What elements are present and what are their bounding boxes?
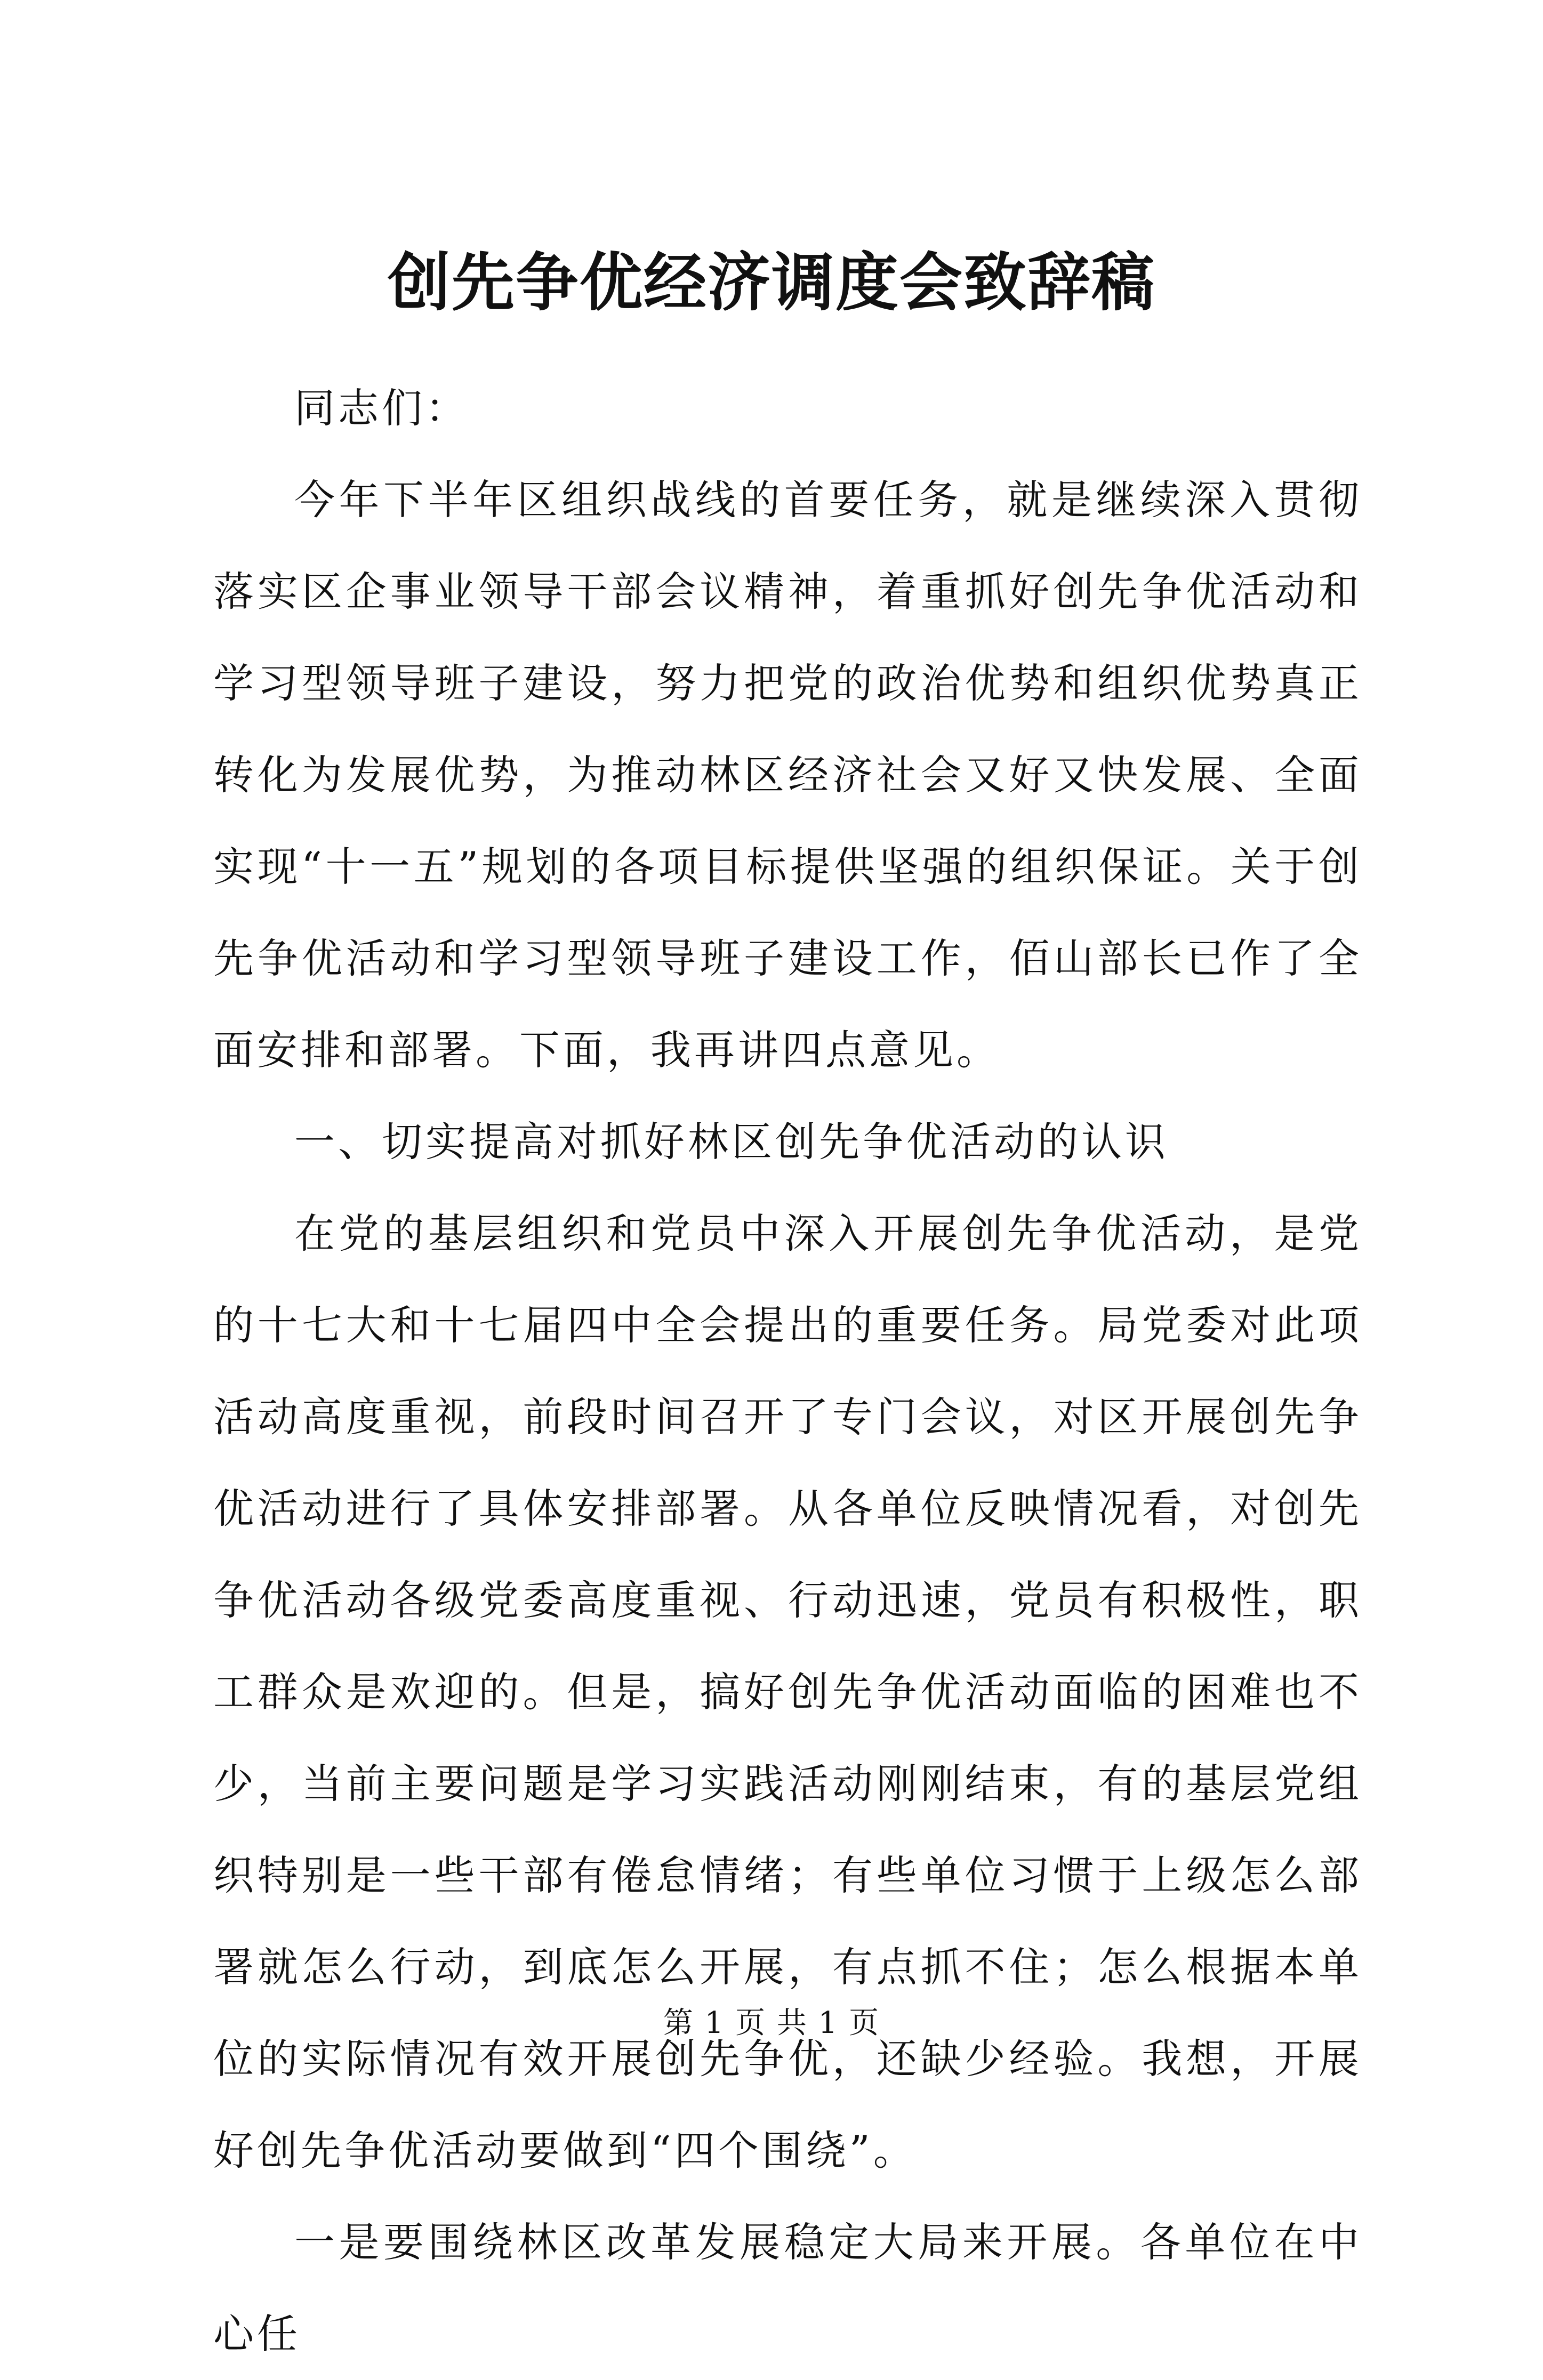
page-footer: 第 1 页 共 1 页 <box>663 2006 880 2040</box>
body-paragraph-intro: 今年下半年区组织战线的首要任务，就是继续深入贯彻落实区企事业领导干部会议精神，着重抓好创先争优活动和学习型领导班子建设，努力把党的政治优势和组织优势真正转化为发展优势，为推动林区经济社会又好又快发展、全面实现“十一五”规划的各项目标提供坚强的组织保证。关于创先争优活动和学习型领导班子建设工作，佰山部长已作了全面安排和部署。下面，我再讲四点意见。 <box>213 476 1362 1074</box>
body-paragraph-point-1: 一是要围绕林区改革发展稳定大局来开展。各单位在中心任 <box>213 2218 1362 2358</box>
body-paragraph-section-1: 在党的基层组织和党员中深入开展创先争优活动，是党的十七大和十七届四中全会提出的重要任务。局党委对此项活动高度重视，前段时间召开了专门会议，对区开展创先争优活动进行了具体安排部署。从各单位反映情况看，对创先争优活动各级党委高度重视、行动迅速，党员有积极性，职工群众是欢迎的。但是，搞好创先争优活动面临的困难也不少，当前主要问题是学习实践活动刚刚结束，有的基层党组织特别是一些干部有倦怠情绪；有些单位习惯于上级怎么部署就怎么行动，到底怎么开展，有点抓不住；怎么根据本单位的实际情况有效开展创先争优，还缺少经验。我想，开展好创先争优活动要做到“四个围绕”。 <box>213 1210 1362 2174</box>
document-title: 创先争优经济调度会致辞稿 <box>387 245 1155 319</box>
salutation: 同志们： <box>294 384 469 432</box>
document-body <box>213 363 1362 2380</box>
section-heading-1: 一、切实提高对抓好林区创先争优活动的认识 <box>294 1118 1169 1165</box>
